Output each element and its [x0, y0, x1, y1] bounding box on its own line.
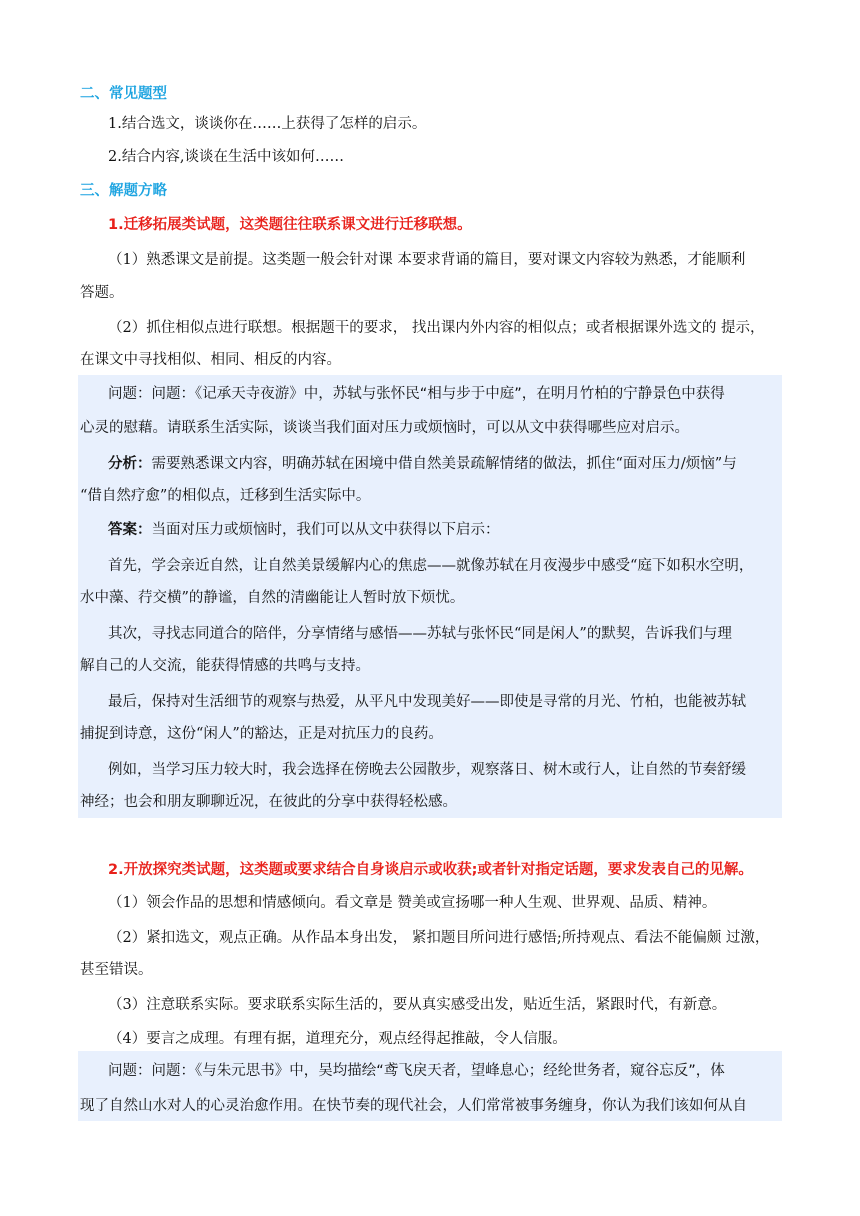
answer-label: 答案： — [108, 522, 152, 538]
answer-paragraph-2-line-1: 其次，寻找志同道合的陪伴，分享情绪与感悟——苏轼与张怀民“同是闲人”的默契，告诉我们与理 — [108, 626, 732, 642]
example-2-question-line-1: 问题：问题：《与朱元思书》中，吴均描绘“鸢飞戾天者，望峰息心；经纶世务者，窥谷忘反”，体 — [108, 1063, 725, 1079]
answer-paragraph-4-line-1: 例如，当学习压力较大时，我会选择在傍晚去公园散步，观察落日、树木或行人，让自然的节奏舒缓 — [108, 762, 746, 778]
question-type-2: 2.结合内容,谈谈在生活中该如何…… — [108, 149, 344, 165]
strategy-1-point-1-line-2: 答题。 — [80, 285, 124, 301]
answer-paragraph-4-line-2: 神经；也会和朋友聊聊近况，在彼此的分享中获得轻松感。 — [80, 794, 457, 810]
strategy-2-point-2-line-1: （2）紧扣选文，观点正确。从作品本身出发， 紧扣题目所问进行感悟;所持观点、看法不能偏颇 过激， — [108, 930, 770, 946]
answer-intro-text: 当面对压力或烦恼时，我们可以从文中获得以下启示： — [151, 522, 500, 538]
analysis-text: 需要熟悉课文内容，明确苏轼在困境中借自然美景疏解情绪的做法，抓住“面对压力/烦恼”与 — [151, 456, 737, 472]
strategy-2-point-3: （3）注意联系实际。要求联系实际生活的，要从真实感受出发，贴近生活，紧跟时代，有新意。 — [108, 997, 727, 1013]
question-type-1: 1.结合选文，谈谈你在……上获得了怎样的启示。 — [108, 116, 427, 132]
section-heading-question-types: 二、常见题型 — [80, 86, 167, 102]
strategy-2-point-2-line-2: 甚至错误。 — [80, 962, 153, 978]
strategy-1-point-2-line-1: （2）抓住相似点进行联想。根据题干的要求， 找出课内外内容的相似点；或者根据课外选文的 提示， — [108, 320, 765, 336]
strategy-2-point-1: （1）领会作品的思想和情感倾向。看文章是 赞美或宣扬哪一种人生观、世界观、品质、精神。 — [108, 895, 717, 911]
example-1-analysis-line-2: “借自然疗愈”的相似点，迁移到生活实际中。 — [80, 488, 371, 504]
answer-paragraph-1-line-2: 水中藻、荇交横”的静谧，自然的清幽能让人暂时放下烦忧。 — [80, 590, 465, 606]
answer-paragraph-3-line-2: 捕捉到诗意，这份“闲人”的豁达，正是对抗压力的良药。 — [80, 726, 443, 742]
example-1-question-line-1: 问题：问题：《记承天寺夜游》中，苏轼与张怀民“相与步于中庭”，在明月竹柏的宁静景色中获得 — [108, 386, 725, 402]
strategy-1-title: 1.迁移拓展类试题，这类题往往联系课文进行迁移联想。 — [108, 217, 472, 233]
example-1-answer-intro — [108, 520, 500, 540]
example-1-analysis-line-1 — [108, 454, 737, 474]
strategy-2-point-4: （4）要言之成理。有理有据，道理充分，观点经得起推敲，令人信服。 — [108, 1031, 567, 1047]
strategy-1-point-2-line-2: 在课文中寻找相似、相同、相反的内容。 — [80, 352, 341, 368]
strategy-2-title: 2.开放探究类试题，这类题或要求结合自身谈启示或收获;或者针对指定话题，要求发表自己的见解。 — [108, 862, 753, 878]
answer-paragraph-2-line-2: 解自己的人交流，能获得情感的共鸣与支持。 — [80, 658, 370, 674]
example-2-question-line-2: 现了自然山水对人的心灵治愈作用。在快节奏的现代社会，人们常常被事务缠身，你认为我们该如何从自 — [80, 1098, 747, 1114]
answer-paragraph-1-line-1: 首先，学会亲近自然，让自然美景缓解内心的焦虑——就像苏轼在月夜漫步中感受“庭下如积水空明， — [108, 558, 754, 574]
answer-paragraph-3-line-1: 最后，保持对生活细节的观察与热爱，从平凡中发现美好——即使是寻常的月光、竹柏，也能被苏轼 — [108, 694, 746, 710]
strategy-1-point-1-line-1: （1）熟悉课文是前提。这类题一般会针对课 本要求背诵的篇目，要对课文内容较为熟悉，才能顺利 — [108, 252, 746, 268]
analysis-label: 分析： — [108, 456, 152, 472]
example-1-question-line-2: 心灵的慰藉。请联系生活实际，谈谈当我们面对压力或烦恼时，可以从文中获得哪些应对启示。 — [80, 420, 689, 436]
section-heading-strategies: 三、解题方略 — [80, 183, 167, 199]
